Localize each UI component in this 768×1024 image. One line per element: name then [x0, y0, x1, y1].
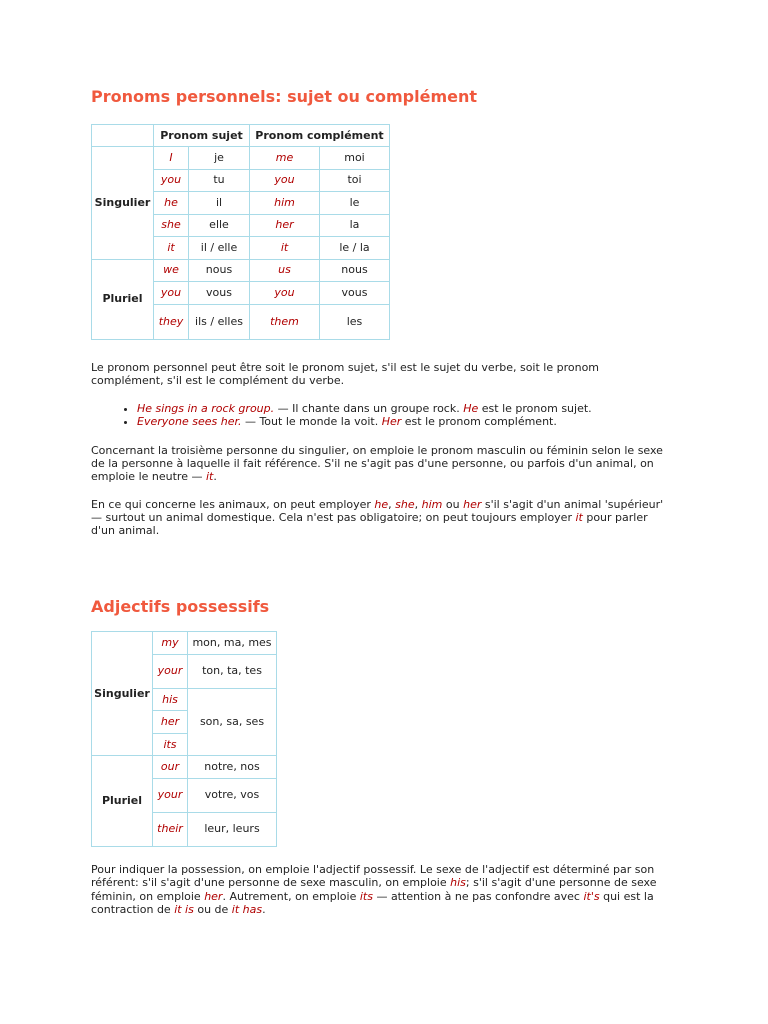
example-translation: — Tout le monde la voit.: [241, 415, 382, 429]
example-note: est le pronom complément.: [401, 415, 557, 429]
group-label-plural: Pluriel: [92, 259, 154, 339]
en-object-pronoun: him: [250, 192, 320, 215]
highlighted-word: him: [421, 497, 443, 511]
highlighted-word: it: [205, 470, 214, 484]
en-object-pronoun: us: [250, 259, 320, 282]
en-possessive: your: [153, 778, 188, 812]
en-possessive: its: [153, 733, 188, 756]
fr-object-pronoun: vous: [320, 282, 390, 305]
paragraph-animals: [91, 498, 671, 538]
en-subject-pronoun: we: [154, 259, 189, 282]
paragraph-text: ; s'il s'agit d'une personne de sexe féminin, on emploie: [91, 876, 657, 903]
fr-possessive: mon, ma, mes: [188, 632, 277, 655]
header-object-pronoun: Pronom complément: [250, 125, 390, 147]
paragraph-possession: [91, 863, 671, 916]
example-list: [91, 402, 671, 429]
en-object-pronoun: me: [250, 147, 320, 170]
paragraph-text: En ce qui concerne les animaux, on peut employer: [91, 497, 375, 511]
fr-possessive: votre, vos: [188, 778, 277, 812]
example-sentence: Everyone sees her.: [137, 415, 242, 429]
group-label-singular: Singulier: [92, 632, 153, 756]
fr-object-pronoun: toi: [320, 169, 390, 192]
paragraph-text: ou: [442, 497, 464, 511]
fr-object-pronoun: nous: [320, 259, 390, 282]
paragraph-text: s'il s'agit d'un animal 'supérieur' — surtout un animal domestique. Cela n'est pas obligatoire; on peut toujours employer: [91, 497, 664, 524]
fr-possessive: notre, nos: [188, 756, 277, 779]
possessive-adjectives-table: [91, 631, 277, 847]
empty-header-cell: [92, 125, 154, 147]
fr-object-pronoun: le: [320, 192, 390, 215]
fr-subject-pronoun: il / elle: [189, 237, 250, 260]
highlighted-word: her: [204, 889, 223, 903]
paragraph-text: ,: [388, 497, 396, 511]
table-row: [92, 632, 277, 655]
paragraph-text: — attention à ne pas confondre avec: [372, 889, 584, 903]
en-subject-pronoun: he: [154, 192, 189, 215]
fr-subject-pronoun: nous: [189, 259, 250, 282]
en-possessive: their: [153, 812, 188, 846]
highlighted-word: He: [463, 402, 479, 416]
section-title-possessive-adjectives: Adjectifs possessifs: [91, 597, 270, 617]
group-label-singular: Singulier: [92, 147, 154, 260]
en-subject-pronoun: you: [154, 169, 189, 192]
highlighted-word: she: [395, 497, 415, 511]
paragraph-text: ou de: [193, 902, 232, 916]
highlighted-word: it: [575, 510, 583, 524]
highlighted-word: her: [463, 497, 482, 511]
en-possessive: her: [153, 711, 188, 734]
highlighted-word: its: [359, 889, 373, 903]
en-object-pronoun: them: [250, 304, 320, 339]
highlighted-word: he: [374, 497, 389, 511]
en-subject-pronoun: you: [154, 282, 189, 305]
list-item: [137, 415, 671, 428]
fr-possessive: ton, ta, tes: [188, 654, 277, 688]
group-label-plural: Pluriel: [92, 756, 153, 847]
paragraph-text: Pour indiquer la possession, on emploie l'adjectif possessif. Le sexe de l'adjectif est déterminé par son référent: s'il s'agit d'une personne de sexe masculin, on emploie: [91, 862, 655, 890]
paragraph-text: pour parler d'un animal.: [91, 510, 648, 538]
paragraph-third-person: [91, 444, 671, 484]
en-subject-pronoun: it: [154, 237, 189, 260]
en-object-pronoun: it: [250, 237, 320, 260]
en-possessive: my: [153, 632, 188, 655]
example-sentence: He sings in a rock group.: [137, 402, 275, 416]
en-subject-pronoun: they: [154, 304, 189, 339]
personal-pronouns-table: [91, 124, 390, 340]
paragraph-text: qui est la contraction de: [91, 889, 654, 916]
table-header-row: [92, 125, 390, 147]
fr-subject-pronoun: tu: [189, 169, 250, 192]
fr-subject-pronoun: ils / elles: [189, 304, 250, 339]
document-body: [91, 86, 671, 916]
highlighted-word: Her: [381, 415, 402, 429]
highlighted-word: it is: [174, 902, 194, 916]
fr-object-pronoun: la: [320, 214, 390, 237]
header-subject-pronoun: Pronom sujet: [154, 125, 250, 147]
paragraph-intro: Le pronom personnel peut être soit le pronom sujet, s'il est le sujet du verbe, soit le pronom complément, s'il est le complément du verbe.: [91, 360, 600, 387]
fr-possessive: leur, leurs: [188, 812, 277, 846]
en-object-pronoun: you: [250, 169, 320, 192]
fr-subject-pronoun: je: [189, 147, 250, 170]
table-row: [92, 147, 390, 170]
highlighted-word: his: [450, 876, 466, 890]
example-note: est le pronom sujet.: [478, 402, 592, 416]
en-possessive: our: [153, 756, 188, 779]
fr-object-pronoun: le / la: [320, 237, 390, 260]
en-possessive: your: [153, 654, 188, 688]
paragraph-text: .: [213, 470, 217, 484]
table-row: [92, 756, 277, 779]
list-item: [137, 402, 671, 415]
example-translation: — Il chante dans un groupe rock.: [274, 402, 464, 416]
en-subject-pronoun: she: [154, 214, 189, 237]
highlighted-word: it's: [583, 889, 600, 903]
paragraph-text: .: [262, 902, 266, 916]
paragraph-text: Concernant la troisième personne du singulier, on emploie le pronom masculin ou féminin selon le sexe de la personne à laquelle il fait référence. S'il ne s'agit pas d'une personne, ou parfois d'un animal, on emploie le neutre —: [91, 443, 663, 484]
highlighted-word: it has: [231, 902, 263, 916]
fr-subject-pronoun: il: [189, 192, 250, 215]
en-object-pronoun: her: [250, 214, 320, 237]
fr-possessive: son, sa, ses: [188, 688, 277, 756]
table-row: [92, 259, 390, 282]
en-subject-pronoun: I: [154, 147, 189, 170]
section-title-personal-pronouns: Pronoms personnels: sujet ou complément: [91, 87, 477, 106]
fr-subject-pronoun: vous: [189, 282, 250, 305]
en-object-pronoun: you: [250, 282, 320, 305]
fr-object-pronoun: les: [320, 304, 390, 339]
paragraph-text: . Autrement, on emploie: [222, 889, 360, 903]
fr-subject-pronoun: elle: [189, 214, 250, 237]
paragraph-text: ,: [414, 497, 422, 511]
fr-object-pronoun: moi: [320, 147, 390, 170]
en-possessive: his: [153, 688, 188, 711]
